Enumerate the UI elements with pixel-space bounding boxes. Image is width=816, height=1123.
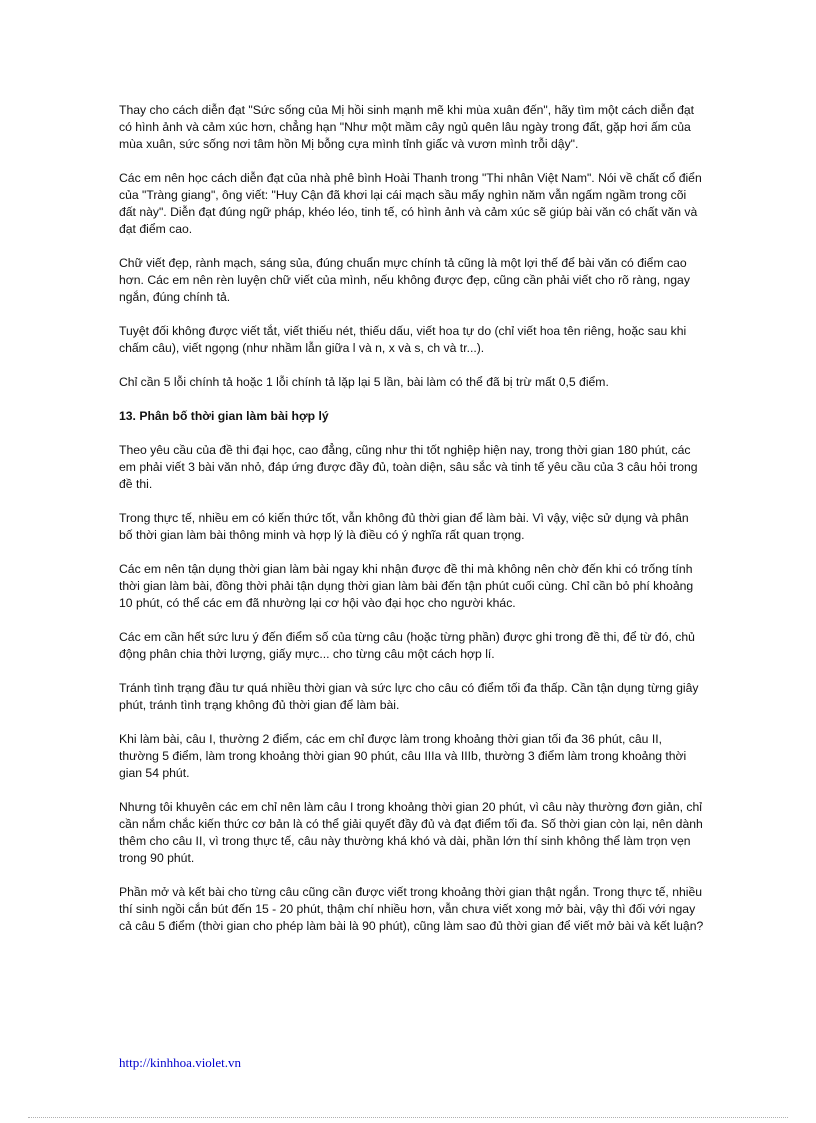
page-bottom-border xyxy=(28,1117,788,1118)
paragraph: Các em cần hết sức lưu ý đến điểm số của từng câu (hoặc từng phần) được ghi trong đề thi, để từ đó, chủ động phân chia thời lượng, giấy mực... cho từng câu một cách hợp lí. xyxy=(119,630,695,661)
paragraph: Các em nên tận dụng thời gian làm bài ngay khi nhận được đề thi mà không nên chờ đến khi có trống tính thời gian làm bài, đồng thời phải tận dụng thời gian làm bài đến tận phút cuối cùng. Chỉ cần bỏ phí khoảng 10 phút, có thể các em đã nhường lại cơ hội vào đại học cho người khác. xyxy=(119,562,694,610)
section-heading: 13. Phân bố thời gian làm bài hợp lý xyxy=(119,409,329,423)
document-body xyxy=(119,102,704,952)
paragraph: Chữ viết đẹp, rành mạch, sáng sủa, đúng chuẩn mực chính tả cũng là một lợi thế để bài văn có điểm cao hơn. Các em nên rèn luyện chữ viết của mình, nếu không được đẹp, cũng cần phải viết cho rõ ràng, ngay ngắn, đúng chính tả. xyxy=(119,256,690,304)
paragraph: Các em nên học cách diễn đạt của nhà phê bình Hoài Thanh trong "Thi nhân Việt Nam". Nói về chất cổ điển của "Tràng giang", ông viết: "Huy Cận đã khơi lại cái mạch sầu mấy nghìn năm vẫn ngấm ngầm trong cõi đất này". Diễn đạt đúng ngữ pháp, khéo léo, tinh tế, có hình ảnh và cảm xúc sẽ giúp bài văn có chất văn và đạt điểm cao. xyxy=(119,171,702,236)
paragraph: Chỉ cần 5 lỗi chính tả hoặc 1 lỗi chính tả lặp lại 5 lần, bài làm có thể đã bị trừ mất 0,5 điểm. xyxy=(119,375,609,389)
paragraph: Tránh tình trạng đầu tư quá nhiều thời gian và sức lực cho câu có điểm tối đa thấp. Cần tận dụng từng giây phút, tránh tình trạng không đủ thời gian để làm bài. xyxy=(119,681,699,712)
paragraph: Thay cho cách diễn đạt "Sức sống của Mị hồi sinh mạnh mẽ khi mùa xuân đến", hãy tìm một cách diễn đạt có hình ảnh và cảm xúc hơn, chẳng hạn "Như một mầm cây ngủ quên lâu ngày trong đất, gặp hơi ấm của mùa xuân, sức sống nơi tâm hồn Mị bỗng cựa mình tỉnh giấc và vươn mình trỗi dậy". xyxy=(119,103,695,151)
paragraph: Trong thực tế, nhiều em có kiến thức tốt, vẫn không đủ thời gian để làm bài. Vì vậy, việc sử dụng và phân bố thời gian làm bài thông minh và hợp lý là điều có ý nghĩa rất quan trọng. xyxy=(119,511,689,542)
paragraph: Khi làm bài, câu I, thường 2 điểm, các em chỉ được làm trong khoảng thời gian tối đa 36 phút, câu II, thường 5 điểm, làm trong khoảng thời gian 90 phút, câu IIIa và IIIb, thường 3 điểm làm trong khoảng thời gian 54 phút. xyxy=(119,732,687,780)
paragraph: Theo yêu cầu của đề thi đại học, cao đẳng, cũng như thi tốt nghiệp hiện nay, trong thời gian 180 phút, các em phải viết 3 bài văn nhỏ, đáp ứng được đầy đủ, toàn diện, sâu sắc và tinh tế yêu cầu của 3 câu hỏi trong đề thi. xyxy=(119,443,698,491)
paragraph: Tuyệt đối không được viết tắt, viết thiếu nét, thiếu dấu, viết hoa tự do (chỉ viết hoa tên riêng, hoặc sau khi chấm câu), viết ngọng (như nhầm lẫn giữa l và n, x và s, ch và tr...). xyxy=(119,324,687,355)
paragraph: Nhưng tôi khuyên các em chỉ nên làm câu I trong khoảng thời gian 20 phút, vì câu này thường đơn giản, chỉ cần nắm chắc kiến thức cơ bản là có thể giải quyết đầy đủ và đạt điểm tối đa. Số thời gian còn lại, nên dành thêm cho câu II, vì trong thực tế, câu này thường khá khó và dài, phần lớn thí sinh không thể làm trọn vẹn trong 90 phút. xyxy=(119,800,703,865)
paragraph: Phần mở và kết bài cho từng câu cũng cần được viết trong khoảng thời gian thật ngắn. Trong thực tế, nhiều thí sinh ngồi cắn bút đến 15 - 20 phút, thậm chí nhiều hơn, vẫn chưa viết xong mở bài, vậy thì đối với ngay cả câu 5 điểm (thời gian cho phép làm bài là 90 phút), cũng làm sao đủ thời gian để viết mở bài và kết luận? xyxy=(119,885,704,933)
footer-link[interactable]: http://kinhhoa.violet.vn xyxy=(119,1055,242,1070)
